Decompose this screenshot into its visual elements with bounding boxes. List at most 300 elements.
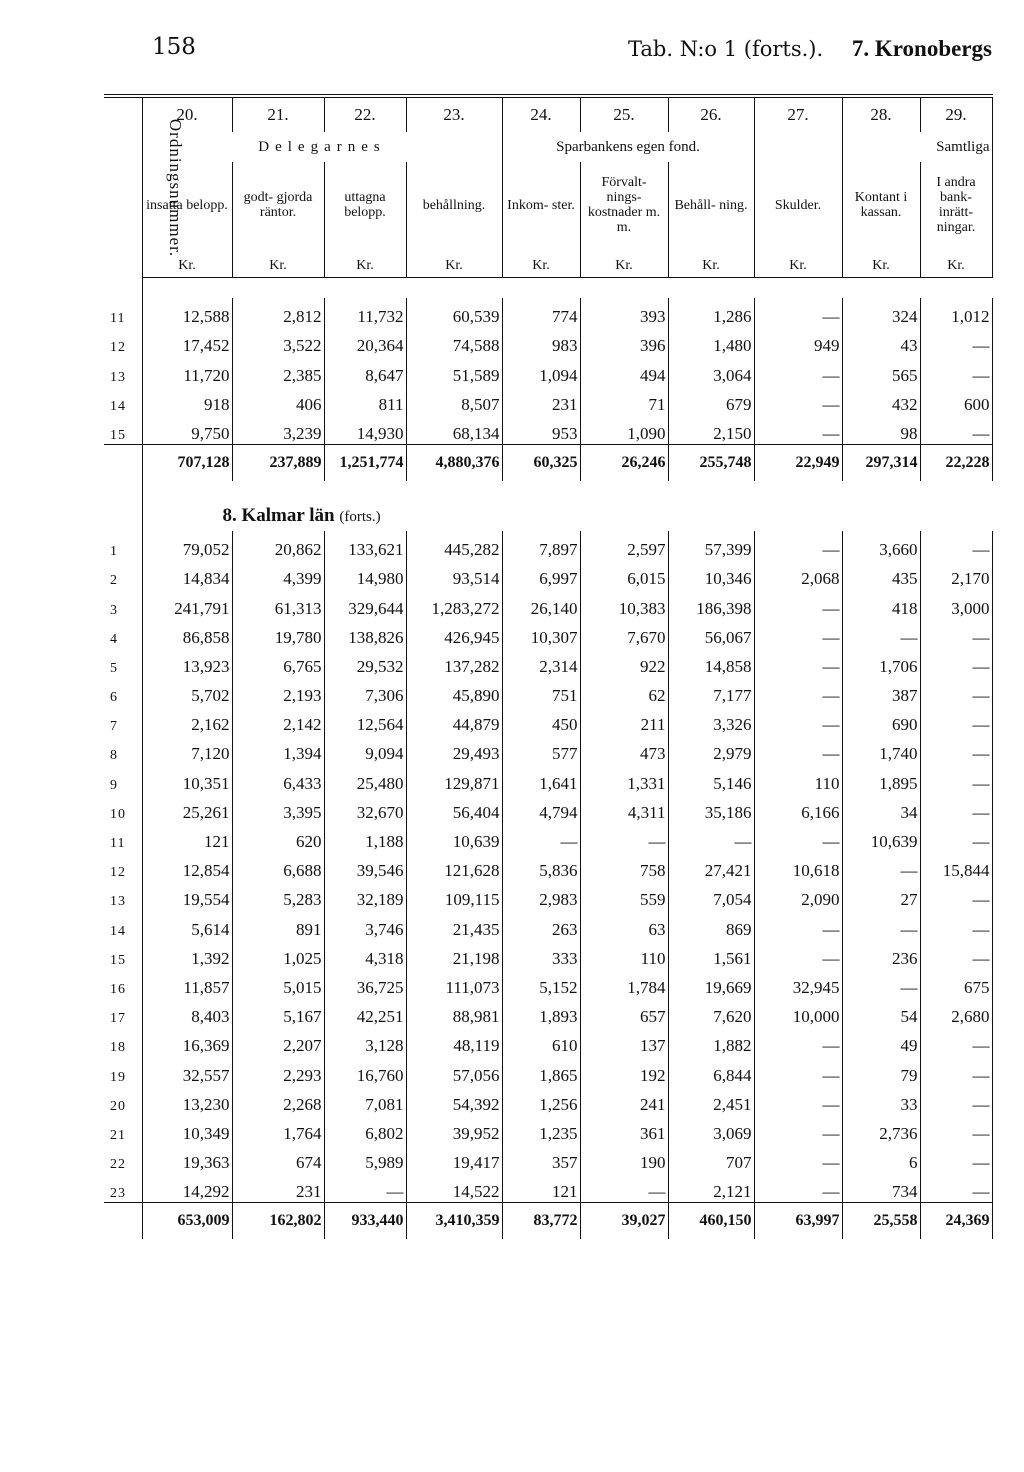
row-number: 19 [104, 1056, 142, 1085]
table-cell: 2,193 [232, 677, 324, 706]
group-samtliga: Samtliga [842, 132, 992, 162]
table-cell: — [754, 735, 842, 764]
table-cell: 63 [580, 910, 668, 939]
col-number: 22. [324, 96, 406, 132]
table-cell: 25,480 [324, 764, 406, 793]
table-row [104, 969, 992, 998]
table-cell: 679 [668, 386, 754, 415]
table-cell: — [920, 1086, 992, 1115]
table-cell: — [580, 1173, 668, 1203]
table-cell: 559 [580, 881, 668, 910]
table-cell: 9,750 [142, 415, 232, 445]
table-cell: 51,589 [406, 356, 502, 385]
sub-header: uttagna belopp. [324, 162, 406, 248]
sub-header: insatta belopp. [142, 162, 232, 248]
table-cell: 27,421 [668, 852, 754, 881]
table-cell: 983 [502, 327, 580, 356]
table-cell: 1,480 [668, 327, 754, 356]
total-cell: 39,027 [580, 1203, 668, 1240]
row-number: 23 [104, 1173, 142, 1203]
table-cell: — [842, 910, 920, 939]
table-cell: 7,054 [668, 881, 754, 910]
table-cell: 60,539 [406, 298, 502, 327]
table-cell: 435 [842, 560, 920, 589]
table-cell: 432 [842, 386, 920, 415]
table-cell: 329,644 [324, 589, 406, 618]
total-cell: 26,246 [580, 444, 668, 481]
table-cell: — [920, 1115, 992, 1144]
table-cell: 494 [580, 356, 668, 385]
table-row [104, 881, 992, 910]
table-cell: 34 [842, 794, 920, 823]
table-cell: 231 [232, 1173, 324, 1203]
table-cell: 7,306 [324, 677, 406, 706]
table-cell: 1,895 [842, 764, 920, 793]
table-cell: 57,056 [406, 1056, 502, 1085]
table-cell: 577 [502, 735, 580, 764]
table-row [104, 764, 992, 793]
table-row [104, 648, 992, 677]
table-cell: 2,207 [232, 1027, 324, 1056]
table-cell: — [754, 706, 842, 735]
table-cell: 236 [842, 940, 920, 969]
table-row [104, 386, 992, 415]
sub-header: Förvalt- nings- kostnader m. m. [580, 162, 668, 248]
row-number: 14 [104, 910, 142, 939]
table-cell: 869 [668, 910, 754, 939]
table-row [104, 356, 992, 385]
table-row [104, 706, 992, 735]
table-cell: 1,235 [502, 1115, 580, 1144]
total-cell: 255,748 [668, 444, 754, 481]
table-cell: 35,186 [668, 794, 754, 823]
col-number: 24. [502, 96, 580, 132]
table-row [104, 852, 992, 881]
table-cell: 707 [668, 1144, 754, 1173]
table-cell: 5,167 [232, 998, 324, 1027]
table-cell: 43 [842, 327, 920, 356]
table-cell: 190 [580, 1144, 668, 1173]
table-cell: — [842, 852, 920, 881]
row-number: 13 [104, 881, 142, 910]
table-cell: 10,307 [502, 619, 580, 648]
table-cell: 2,680 [920, 998, 992, 1027]
table-cell: 10,639 [842, 823, 920, 852]
row-number: 15 [104, 940, 142, 969]
col-number: 21. [232, 96, 324, 132]
table-cell: 3,128 [324, 1027, 406, 1056]
table-cell: — [754, 910, 842, 939]
total-cell: 3,410,359 [406, 1203, 502, 1240]
table-cell: 2,979 [668, 735, 754, 764]
table-cell: — [754, 823, 842, 852]
table-cell: 426,945 [406, 619, 502, 648]
table-cell: 324 [842, 298, 920, 327]
col-number: 25. [580, 96, 668, 132]
table-cell: 26,140 [502, 589, 580, 618]
table-cell: 2,736 [842, 1115, 920, 1144]
table-cell: 5,146 [668, 764, 754, 793]
table-cell: 86,858 [142, 619, 232, 648]
table-cell: 48,119 [406, 1027, 502, 1056]
table-cell: 3,395 [232, 794, 324, 823]
total-row [104, 444, 992, 481]
table-cell: 918 [142, 386, 232, 415]
table-row [104, 1086, 992, 1115]
col-number: 27. [754, 96, 842, 132]
table-row [104, 560, 992, 589]
table-cell: 11,857 [142, 969, 232, 998]
table-row [104, 940, 992, 969]
table-cell: 1,893 [502, 998, 580, 1027]
unit-row [104, 248, 992, 278]
group-delegarnes: Delegarnes [142, 132, 502, 162]
row-number: 6 [104, 677, 142, 706]
table-cell: 3,000 [920, 589, 992, 618]
running-title: Tab. N:o 1 (forts.). [628, 37, 824, 61]
total-cell: 460,150 [668, 1203, 754, 1240]
table-cell: — [920, 1173, 992, 1203]
table-cell: 734 [842, 1173, 920, 1203]
table-cell: 62 [580, 677, 668, 706]
table-cell: 10,351 [142, 764, 232, 793]
table-cell: 6,765 [232, 648, 324, 677]
table-cell: 17,452 [142, 327, 232, 356]
table-cell: 1,188 [324, 823, 406, 852]
table-cell: 7,670 [580, 619, 668, 648]
row-number: 21 [104, 1115, 142, 1144]
row-number: 11 [104, 298, 142, 327]
table-cell: 751 [502, 677, 580, 706]
table-cell: 9,094 [324, 735, 406, 764]
table-cell: 4,318 [324, 940, 406, 969]
row-number: 9 [104, 764, 142, 793]
table-cell: — [754, 1115, 842, 1144]
table-cell: — [754, 940, 842, 969]
table-cell: — [580, 823, 668, 852]
table-cell: 19,669 [668, 969, 754, 998]
total-cell: 237,889 [232, 444, 324, 481]
table-cell: 6 [842, 1144, 920, 1173]
total-cell: 22,228 [920, 444, 992, 481]
table-cell: 79 [842, 1056, 920, 1085]
section-suffix: (forts.) [339, 508, 381, 525]
table-row [104, 589, 992, 618]
table-cell: 241,791 [142, 589, 232, 618]
group-sparbank: Sparbankens egen fond. [502, 132, 754, 162]
table-cell: 2,150 [668, 415, 754, 445]
page-number: 158 [152, 34, 196, 60]
table-cell: 14,292 [142, 1173, 232, 1203]
table-cell: 1,286 [668, 298, 754, 327]
column-number-row [104, 96, 992, 132]
sub-header: behållning. [406, 162, 502, 248]
table-cell: 6,688 [232, 852, 324, 881]
table-cell: 25,261 [142, 794, 232, 823]
table-cell: 7,177 [668, 677, 754, 706]
table-cell: 39,952 [406, 1115, 502, 1144]
table-cell: 27 [842, 881, 920, 910]
row-number: 14 [104, 386, 142, 415]
table-row [104, 1115, 992, 1144]
unit-label: Kr. [842, 248, 920, 278]
table-cell: 13,230 [142, 1086, 232, 1115]
table-cell: 6,997 [502, 560, 580, 589]
table-cell: — [754, 356, 842, 385]
table-cell: — [920, 794, 992, 823]
table-cell: 600 [920, 386, 992, 415]
table-cell: 2,812 [232, 298, 324, 327]
table-cell: — [920, 677, 992, 706]
table-cell: 129,871 [406, 764, 502, 793]
table-cell: — [324, 1173, 406, 1203]
table-cell: 14,930 [324, 415, 406, 445]
table-cell: 14,980 [324, 560, 406, 589]
unit-label: Kr. [580, 248, 668, 278]
total-cell: 707,128 [142, 444, 232, 481]
row-number: 7 [104, 706, 142, 735]
table-cell: 137 [580, 1027, 668, 1056]
table-cell: — [920, 327, 992, 356]
row-number: 10 [104, 794, 142, 823]
row-number: 1 [104, 531, 142, 560]
table-row [104, 735, 992, 764]
spacer-cell [104, 278, 142, 299]
table-cell: 922 [580, 648, 668, 677]
sub-header: godt- gjorda räntor. [232, 162, 324, 248]
table-cell: 4,311 [580, 794, 668, 823]
total-cell: 653,009 [142, 1203, 232, 1240]
table-cell: 3,746 [324, 910, 406, 939]
table-cell: — [754, 415, 842, 445]
table-cell: 357 [502, 1144, 580, 1173]
table-cell: 61,313 [232, 589, 324, 618]
table-cell: 110 [580, 940, 668, 969]
row-number: 17 [104, 998, 142, 1027]
table-cell: — [502, 823, 580, 852]
table-cell: 450 [502, 706, 580, 735]
table-row [104, 415, 992, 445]
running-header [628, 36, 992, 62]
table-cell: 39,546 [324, 852, 406, 881]
row-number: 20 [104, 1086, 142, 1115]
table-cell: 7,620 [668, 998, 754, 1027]
table-row [104, 327, 992, 356]
table-cell: 1,784 [580, 969, 668, 998]
table-row [104, 531, 992, 560]
table-cell: — [920, 415, 992, 445]
table-cell: — [920, 706, 992, 735]
table-cell: 20,364 [324, 327, 406, 356]
table-cell: 5,152 [502, 969, 580, 998]
table-cell: 387 [842, 677, 920, 706]
table-cell: 2,314 [502, 648, 580, 677]
sub-header: I andra bank- inrätt- ningar. [920, 162, 992, 248]
table-cell: 231 [502, 386, 580, 415]
table-cell: 21,435 [406, 910, 502, 939]
table-cell: 19,417 [406, 1144, 502, 1173]
table-cell: 11,720 [142, 356, 232, 385]
table-cell: 110 [754, 764, 842, 793]
table-cell: — [754, 531, 842, 560]
table-cell: 12,588 [142, 298, 232, 327]
table-cell: 3,069 [668, 1115, 754, 1144]
table-cell: 2,597 [580, 531, 668, 560]
table-cell: 33 [842, 1086, 920, 1115]
table-cell: 5,614 [142, 910, 232, 939]
row-number: 12 [104, 852, 142, 881]
table-cell: 21,198 [406, 940, 502, 969]
table-cell: 121 [142, 823, 232, 852]
table-cell: — [754, 1056, 842, 1085]
table-cell: 12,854 [142, 852, 232, 881]
section-heading [142, 481, 992, 531]
table-cell: 74,588 [406, 327, 502, 356]
table-cell: 186,398 [668, 589, 754, 618]
table-cell: 2,385 [232, 356, 324, 385]
table-cell: 5,283 [232, 881, 324, 910]
table-cell: 5,702 [142, 677, 232, 706]
table-cell: 8,507 [406, 386, 502, 415]
table-cell: — [754, 677, 842, 706]
table-cell: — [754, 589, 842, 618]
table-cell: 473 [580, 735, 668, 764]
total-row [104, 1203, 992, 1240]
unit-label: Kr. [502, 248, 580, 278]
unit-label: Kr. [406, 248, 502, 278]
table-cell: 2,268 [232, 1086, 324, 1115]
table-cell: 1,740 [842, 735, 920, 764]
table-cell: 1,012 [920, 298, 992, 327]
region-title: 7. Kronobergs [851, 36, 992, 61]
sub-header: Skulder. [754, 162, 842, 248]
table-cell: 211 [580, 706, 668, 735]
table-cell: 241 [580, 1086, 668, 1115]
table-row [104, 1144, 992, 1173]
table-row [104, 298, 992, 327]
table-cell: — [920, 910, 992, 939]
row-number: 11 [104, 823, 142, 852]
row-number: 13 [104, 356, 142, 385]
table-cell: 121 [502, 1173, 580, 1203]
table-cell: 88,981 [406, 998, 502, 1027]
table-cell: — [754, 1086, 842, 1115]
table-cell: 98 [842, 415, 920, 445]
table-cell: 1,256 [502, 1086, 580, 1115]
table-row [104, 677, 992, 706]
total-cell: 22,949 [754, 444, 842, 481]
table-cell: 133,621 [324, 531, 406, 560]
table-row [104, 1173, 992, 1203]
spacer-row [104, 278, 992, 299]
table-cell: 68,134 [406, 415, 502, 445]
table-cell: 15,844 [920, 852, 992, 881]
section-spacer [104, 481, 142, 531]
table-cell: 54,392 [406, 1086, 502, 1115]
statistics-table [104, 94, 993, 1239]
table-cell: 2,068 [754, 560, 842, 589]
table-cell: 19,780 [232, 619, 324, 648]
table-cell: — [754, 1027, 842, 1056]
table-cell: 5,989 [324, 1144, 406, 1173]
table-cell: 7,081 [324, 1086, 406, 1115]
table-cell: 29,532 [324, 648, 406, 677]
table-cell: 12,564 [324, 706, 406, 735]
table-cell: — [842, 619, 920, 648]
table-cell: — [754, 298, 842, 327]
total-cell: 4,880,376 [406, 444, 502, 481]
table-cell: 3,064 [668, 356, 754, 385]
table-row [104, 619, 992, 648]
row-number: 5 [104, 648, 142, 677]
table-cell: 418 [842, 589, 920, 618]
table-row [104, 910, 992, 939]
table-cell: 29,493 [406, 735, 502, 764]
table-cell: 14,522 [406, 1173, 502, 1203]
table-cell: — [754, 1173, 842, 1203]
table-cell: 137,282 [406, 648, 502, 677]
table-cell: 3,522 [232, 327, 324, 356]
table-cell: 54 [842, 998, 920, 1027]
table-cell: 2,170 [920, 560, 992, 589]
table-cell: 16,760 [324, 1056, 406, 1085]
table-cell: 1,641 [502, 764, 580, 793]
total-cell: 83,772 [502, 1203, 580, 1240]
table-cell: 16,369 [142, 1027, 232, 1056]
table-cell: 71 [580, 386, 668, 415]
table-cell: 19,363 [142, 1144, 232, 1173]
table-cell: 56,067 [668, 619, 754, 648]
row-number: 4 [104, 619, 142, 648]
table-cell: 49 [842, 1027, 920, 1056]
table-cell: 8,647 [324, 356, 406, 385]
table-row [104, 998, 992, 1027]
table-cell: 396 [580, 327, 668, 356]
table-cell: 121,628 [406, 852, 502, 881]
group-empty [754, 132, 842, 162]
table-cell: 610 [502, 1027, 580, 1056]
table-cell: 14,858 [668, 648, 754, 677]
table-row [104, 1027, 992, 1056]
table-cell: 13,923 [142, 648, 232, 677]
table-cell: 674 [232, 1144, 324, 1173]
table-cell: 406 [232, 386, 324, 415]
table-cell: — [920, 764, 992, 793]
table-cell: 445,282 [406, 531, 502, 560]
table-cell: 6,015 [580, 560, 668, 589]
total-label-cell [104, 444, 142, 481]
table-cell: 333 [502, 940, 580, 969]
sub-header: Kontant i kassan. [842, 162, 920, 248]
table-cell: 2,162 [142, 706, 232, 735]
table-cell: 11,732 [324, 298, 406, 327]
table-cell: 57,399 [668, 531, 754, 560]
table-cell: 5,015 [232, 969, 324, 998]
row-number: 16 [104, 969, 142, 998]
row-number: 18 [104, 1027, 142, 1056]
table-cell: 32,945 [754, 969, 842, 998]
table-cell: 10,346 [668, 560, 754, 589]
table-cell: 6,802 [324, 1115, 406, 1144]
table-cell: 45,890 [406, 677, 502, 706]
col-number: 23. [406, 96, 502, 132]
table-cell: 1,394 [232, 735, 324, 764]
table-cell: 111,073 [406, 969, 502, 998]
total-cell: 63,997 [754, 1203, 842, 1240]
table-cell: 620 [232, 823, 324, 852]
table-cell: 949 [754, 327, 842, 356]
total-cell: 25,558 [842, 1203, 920, 1240]
